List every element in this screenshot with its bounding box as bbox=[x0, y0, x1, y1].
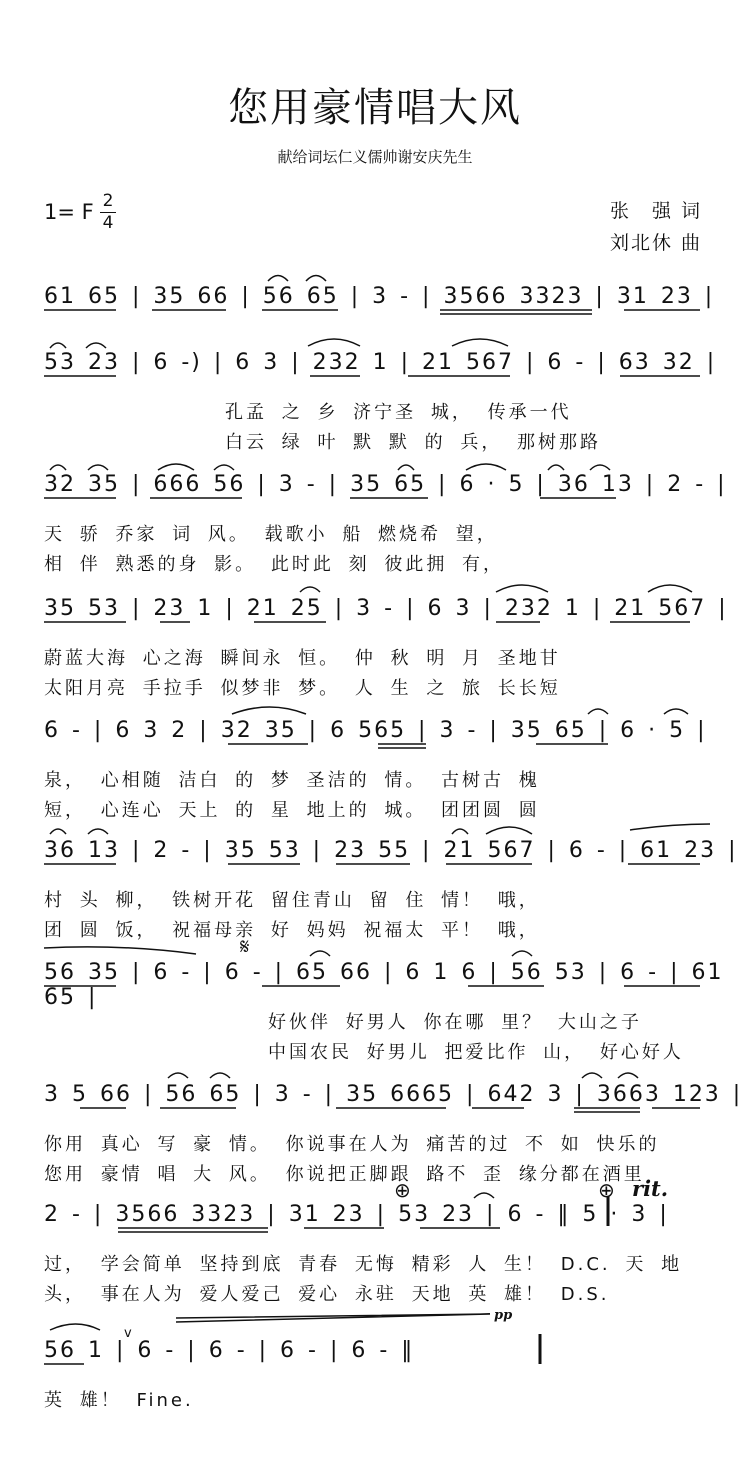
lyric-line-1: 村 头 柳， 铁树开花 留住青山 留 住 情！ 哦， bbox=[44, 890, 540, 911]
key-signature: 1= F bbox=[44, 200, 94, 224]
notation-line: 35 53 | 23 1 | 21 25 | 3 - | 6 3 | 232 1 | 21 567 | bbox=[44, 596, 728, 621]
notation-line: 61 65 | 35 66 | 56 65 | 3 - | 3566 3323 | 31 23 | bbox=[44, 284, 715, 309]
lyric-line-1: 你用 真心 写 豪 情。 你说事在人为 痛苦的过 不 如 快乐的 bbox=[44, 1134, 660, 1155]
lyric-line-1: 天 骄 乔家 词 风。 载歌小 船 燃烧希 望， bbox=[44, 524, 498, 545]
notation-line: 2 - | 3566 3323 | 31 23 | 53 23 | 6 - ‖ 5 · 3 | bbox=[44, 1202, 669, 1227]
segno-sign: 𝄋 bbox=[240, 935, 250, 960]
notation-line: 6 - | 6 3 2 | 32 35 | 6 565 | 3 - | 35 65 | 6 · 5 | bbox=[44, 718, 707, 743]
lyric-line-2: 短， 心连心 天上 的 星 地上的 城。 团团圆 圆 bbox=[44, 800, 540, 821]
lyric-line-1: 过， 学会简单 坚持到底 青春 无悔 精彩 人 生！ D.C. 天 地 bbox=[44, 1254, 683, 1275]
lyric-line-2: 您用 豪情 唱 大 风。 你说把正脚跟 路不 歪 缘分都在酒里 bbox=[44, 1164, 645, 1185]
song-title: 您用豪情唱大风 bbox=[228, 85, 522, 131]
lyric-line-1: 蔚蓝大海 心之海 瞬间永 恒。 仲 秋 明 月 圣地甘 bbox=[44, 648, 561, 669]
notation-line: 36 13 | 2 - | 35 53 | 23 55 | 21 567 | 6 - | 61 23 | bbox=[44, 838, 738, 863]
lyric-line-2: 相 伴 熟悉的身 影。 此时此 刻 彼此拥 有， bbox=[44, 554, 505, 575]
coda-sign-2: ⊕ bbox=[598, 1178, 615, 1202]
lyric-line-2: 头， 事在人为 爱人爱己 爱心 永驻 天地 英 雄！ D.S. bbox=[44, 1284, 610, 1305]
breath-mark: v bbox=[124, 1326, 132, 1341]
meter-bottom: 4 bbox=[102, 213, 114, 233]
lyric-line-1: 好伙伴 好男人 你在哪 里？ 大山之子 bbox=[268, 1012, 642, 1033]
lyric-line-1: 英 雄！ Fine. bbox=[44, 1390, 194, 1411]
lyricist-credit: 张 强 词 bbox=[610, 200, 703, 222]
notation-line: 32 35 | 666 56 | 3 - | 35 65 | 6 · 5 | 36 13 | 2 - | bbox=[44, 472, 727, 497]
lyric-line-1: 泉， 心相随 洁白 的 梦 圣洁的 情。 古树古 槐 bbox=[44, 770, 540, 791]
ritardando-mark: rit. bbox=[632, 1176, 669, 1201]
meter-top: 2 bbox=[102, 191, 114, 211]
pianissimo-mark: pp bbox=[494, 1308, 513, 1323]
composer-credit: 刘北休 曲 bbox=[610, 232, 703, 254]
notation-line: 3 5 66 | 56 65 | 3 - | 35 6665 | 642 3 | 3663 123 | bbox=[44, 1082, 743, 1107]
lyric-line-2: 白云 绿 叶 默 默 的 兵， 那树那路 bbox=[225, 432, 602, 453]
notation-line: 53 23 | 6 -) | 6 3 | 232 1 | 21 567 | 6 - | 63 32 | bbox=[44, 350, 717, 375]
lyric-line-1: 孔孟 之 乡 济宁圣 城， 传承一代 bbox=[225, 402, 572, 423]
notation-line: 56 35 | 6 - | 6 - | 65 66 | 6 1 6 | 56 53 | 6 - | 61 65 | bbox=[44, 960, 724, 1010]
dedication-subtitle: 献给词坛仁义儒帅谢安庆先生 bbox=[277, 148, 473, 166]
lyric-line-2: 太阳月亮 手拉手 似梦非 梦。 人 生 之 旅 长长短 bbox=[44, 678, 561, 699]
lyric-line-2: 团 圆 饭， 祝福母亲 好 妈妈 祝福太 平！ 哦， bbox=[44, 920, 540, 941]
lyric-line-2: 中国农民 好男儿 把爱比作 山， 好心好人 bbox=[268, 1042, 684, 1063]
notation-line: 56 1 | 6 - | 6 - | 6 - | 6 - ‖ bbox=[44, 1338, 415, 1363]
coda-sign: ⊕ bbox=[394, 1178, 411, 1202]
